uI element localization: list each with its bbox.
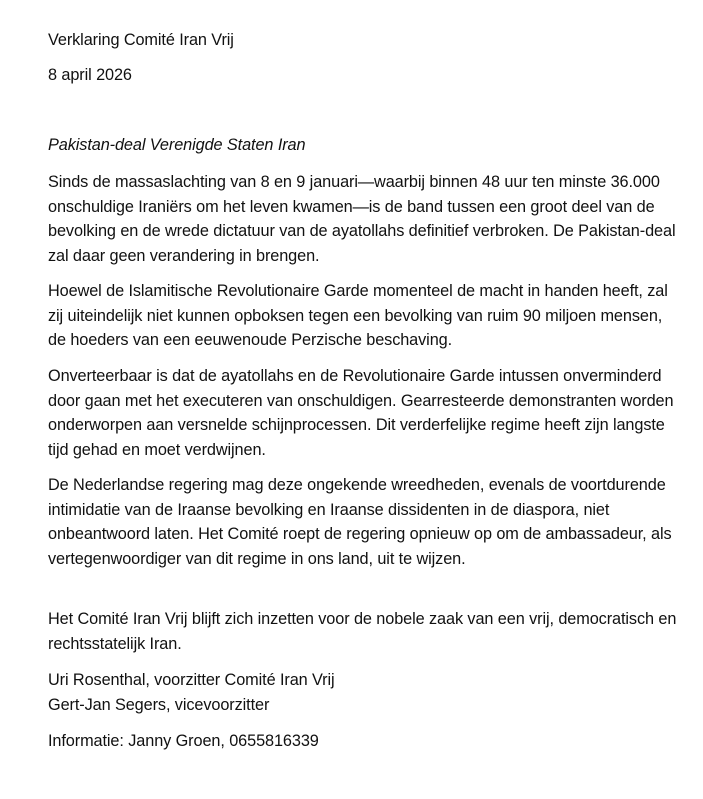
statement-title: Verklaring Comité Iran Vrij bbox=[48, 31, 234, 49]
signatory-chair: Uri Rosenthal, voorzitter Comité Iran Vrij bbox=[48, 671, 335, 689]
statement-date: 8 april 2026 bbox=[48, 66, 132, 84]
signature-block bbox=[48, 668, 678, 717]
contact-information: Informatie: Janny Groen, 0655816339 bbox=[48, 732, 319, 750]
paragraph-4: De Nederlandse regering mag deze ongekende wreedheden, evenals de voortdurende intimidatie van de Iraanse bevolking en Iraanse dissidenten in de diaspora, niet onbeantwoord laten. Het Comité roept de regering opnieuw op om de ambassadeur, als vertegenwoordiger van dit regime in ons land, uit te wijzen. bbox=[48, 476, 672, 568]
paragraph-2: Hoewel de Islamitische Revolutionaire Garde momenteel de macht in handen heeft, zal zij uiteindelijk niet kunnen opboksen tegen een bevolking van ruim 90 miljoen mensen, de hoeders van een eeuwenoude Perzische beschaving. bbox=[48, 282, 668, 349]
statement-subject: Pakistan-deal Verenigde Staten Iran bbox=[48, 136, 306, 154]
paragraph-3: Onverteerbaar is dat de ayatollahs en de Revolutionaire Garde intussen onverminderd door gaan met het executeren van onschuldigen. Gearresteerde demonstranten worden onderworpen aan versnelde schijnprocessen. Dit verderfelijke regime heeft zijn langste tijd gehad en moet verdwijnen. bbox=[48, 367, 674, 459]
paragraph-1: Sinds de massaslachting van 8 en 9 januari—waarbij binnen 48 uur ten minste 36.000 onschuldige Iraniërs om het leven kwamen—is de band tussen een groot deel van de bevolking en de wrede dictatuur van de ayatollahs definitief verbroken. De Pakistan-deal zal daar geen verandering in brengen. bbox=[48, 173, 676, 265]
paragraph-5: Het Comité Iran Vrij blijft zich inzetten voor de nobele zaak van een vrij, democratisch en rechtsstatelijk Iran. bbox=[48, 610, 677, 653]
signatory-vice-chair: Gert-Jan Segers, vicevoorzitter bbox=[48, 695, 270, 714]
